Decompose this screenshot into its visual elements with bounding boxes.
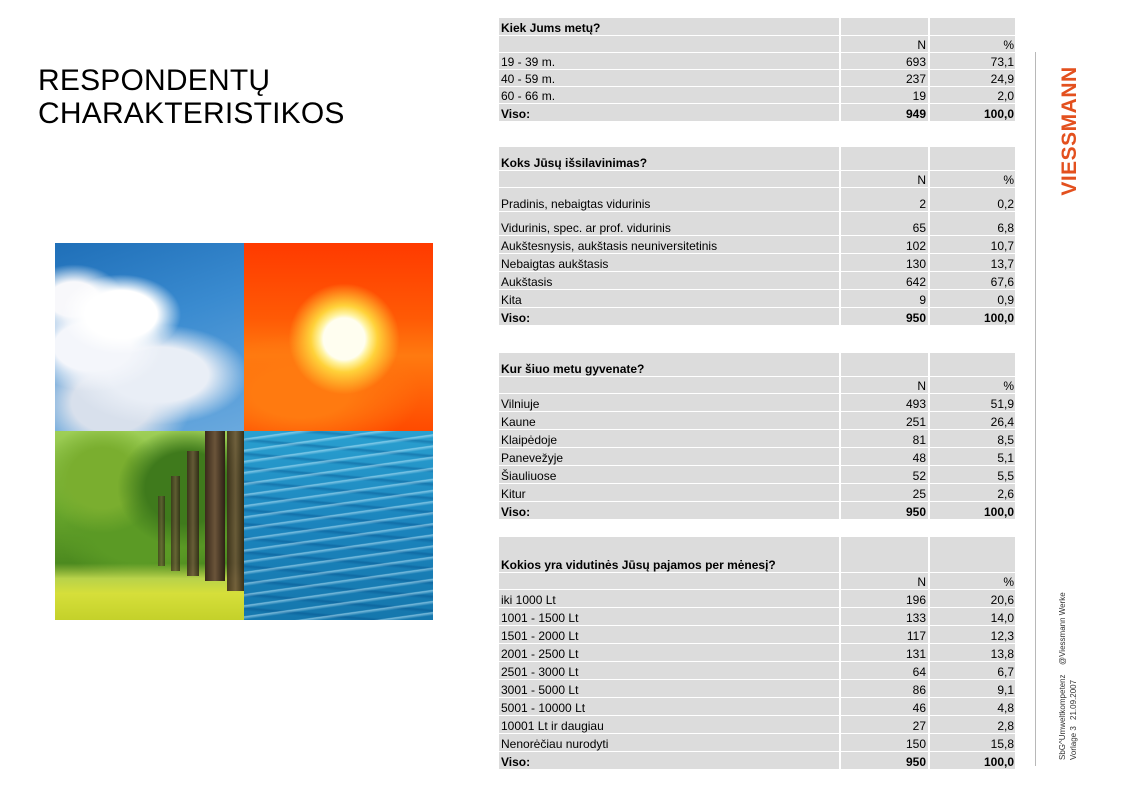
water-image: [244, 431, 433, 620]
cell-n: 64: [912, 665, 926, 679]
cell-label: 5001 - 10000 Lt: [501, 701, 586, 715]
cell-label: Viso:: [501, 505, 531, 519]
table-row: [499, 430, 1015, 447]
cell-pct: 6,7: [997, 665, 1014, 679]
cell-n: [841, 18, 928, 35]
footer-note: [1058, 560, 1088, 760]
cell-label: Koks Jūsų išsilavinimas?: [501, 156, 648, 170]
cell-pct: 14,0: [990, 611, 1014, 625]
cell-pct: 0,9: [997, 293, 1014, 307]
cell-pct: 5,1: [997, 451, 1014, 465]
cell-n: [841, 353, 928, 376]
cell-label: Kiek Jums metų?: [501, 21, 601, 35]
table-row: [499, 290, 1015, 307]
cell-label: [501, 36, 837, 52]
viessmann-logo: [1060, 52, 1080, 210]
cell-label: Kaune: [501, 415, 536, 429]
table-row: [499, 87, 1015, 103]
table-row: [499, 272, 1015, 289]
table-row: [499, 254, 1015, 271]
cell-pct: %: [1003, 38, 1014, 52]
cell-label: 1501 - 2000 Lt: [501, 629, 579, 643]
cell-n: 150: [905, 737, 926, 751]
cell-n: 19: [912, 89, 926, 103]
cell-n: 237: [905, 72, 926, 86]
cell-pct: 15,8: [990, 737, 1014, 751]
cell-label: 2001 - 2500 Lt: [501, 647, 579, 661]
cell-pct: 13,7: [990, 257, 1014, 271]
cell-pct: 100,0: [983, 107, 1014, 121]
footer-line1a: SbG^Umweltkompetenz: [1058, 674, 1067, 760]
cell-n: N: [917, 173, 926, 187]
cell-label: Kur šiuo metu gyvenate?: [501, 362, 645, 376]
cell-label: 1001 - 1500 Lt: [501, 611, 579, 625]
footer-line2a: Vorlage 3: [1069, 726, 1078, 760]
cell-n: 86: [912, 683, 926, 697]
cell-label: iki 1000 Lt: [501, 593, 556, 607]
cell-n: N: [917, 379, 926, 393]
cell-label: 40 - 59 m.: [501, 72, 556, 86]
cell-label: 3001 - 5000 Lt: [501, 683, 579, 697]
page-title: [38, 64, 345, 130]
table-row: [499, 466, 1015, 483]
total-row: [499, 752, 1015, 769]
cell-label: [501, 171, 837, 187]
cell-n: 642: [905, 275, 926, 289]
cell-label: Nebaigtas aukštasis: [501, 257, 609, 271]
cell-pct: 6,8: [997, 221, 1014, 235]
column-header-row: [499, 36, 1015, 52]
cell-pct: 9,1: [997, 683, 1014, 697]
table-row: [499, 734, 1015, 751]
column-header-row: [499, 377, 1015, 393]
cell-n: 693: [905, 55, 926, 69]
cell-n: 950: [905, 311, 926, 325]
cell-n: 52: [912, 469, 926, 483]
cell-label: Pradinis, nebaigtas vidurinis: [501, 197, 651, 211]
table-row: [499, 608, 1015, 625]
cell-pct: [930, 353, 1015, 376]
cell-n: 130: [905, 257, 926, 271]
sun-image: [244, 243, 433, 431]
table-row: [499, 188, 1015, 211]
total-row: [499, 308, 1015, 325]
cell-label: Panevežyje: [501, 451, 564, 465]
cell-n: 102: [905, 239, 926, 253]
cell-pct: 5,5: [997, 469, 1014, 483]
table-row: [499, 394, 1015, 411]
total-row: [499, 502, 1015, 519]
cell-pct: 67,6: [990, 275, 1014, 289]
sky-clouds-image: [55, 243, 244, 431]
cell-label: Kokios yra vidutinės Jūsų pajamos per mėnesį?: [501, 558, 776, 572]
cell-label: Vidurinis, spec. ar prof. vidurinis: [501, 221, 671, 235]
cell-n: 493: [905, 397, 926, 411]
cell-pct: 12,3: [990, 629, 1014, 643]
cell-pct: %: [1003, 173, 1014, 187]
footer-line2b: 21.09.2007: [1069, 679, 1078, 720]
cell-n: 251: [905, 415, 926, 429]
cell-pct: %: [1003, 379, 1014, 393]
cell-label: 19 - 39 m.: [501, 55, 556, 69]
cell-n: 48: [912, 451, 926, 465]
cell-pct: [930, 18, 1015, 35]
table-row: [499, 70, 1015, 86]
cell-pct: 26,4: [990, 415, 1014, 429]
cell-n: 9: [919, 293, 926, 307]
cell-label: Klaipėdoje: [501, 433, 558, 447]
cell-pct: 51,9: [990, 397, 1014, 411]
cell-pct: 24,9: [990, 72, 1014, 86]
cell-n: 65: [912, 221, 926, 235]
table-row: [499, 644, 1015, 661]
table-row: [499, 412, 1015, 429]
cell-n: [841, 537, 928, 572]
cell-pct: 0,2: [997, 197, 1014, 211]
table-row: [499, 662, 1015, 679]
cell-pct: 100,0: [983, 311, 1014, 325]
cell-pct: %: [1003, 575, 1014, 589]
cell-label: Vilniuje: [501, 397, 540, 411]
footer-line1b: @Viessmann Werke: [1058, 592, 1067, 665]
cell-n: 25: [912, 487, 926, 501]
cell-n: [841, 147, 928, 170]
column-header-row: [499, 171, 1015, 187]
table-row: [499, 680, 1015, 697]
cell-n: N: [917, 575, 926, 589]
table-row: [499, 53, 1015, 69]
question-header-row: [499, 147, 1015, 170]
table-row: [499, 626, 1015, 643]
question-header-row: [499, 537, 1015, 572]
cell-n: 133: [905, 611, 926, 625]
seasons-collage: [55, 243, 433, 620]
forest-image: [55, 431, 244, 620]
cell-label: Šiauliuose: [501, 469, 557, 483]
cell-label: 2501 - 3000 Lt: [501, 665, 579, 679]
cell-n: 949: [905, 107, 926, 121]
cell-n: 117: [906, 629, 926, 643]
table-row: [499, 716, 1015, 733]
cell-pct: 2,6: [997, 487, 1014, 501]
cell-n: 950: [905, 505, 926, 519]
cell-pct: 100,0: [983, 755, 1014, 769]
cell-label: Aukštasis: [501, 275, 553, 289]
cell-label: Nenorėčiau nurodyti: [501, 737, 609, 751]
cell-n: 196: [905, 593, 926, 607]
table-row: [499, 698, 1015, 715]
question-header-row: [499, 18, 1015, 35]
cell-label: Viso:: [501, 755, 531, 769]
cell-n: 2: [919, 197, 926, 211]
cell-n: 81: [912, 433, 926, 447]
table-row: [499, 212, 1015, 235]
cell-pct: 73,1: [990, 55, 1014, 69]
cell-pct: 4,8: [997, 701, 1014, 715]
total-row: [499, 104, 1015, 121]
page-title-line2: CHARAKTERISTIKOS: [38, 97, 345, 130]
cell-label: Viso:: [501, 311, 531, 325]
cell-label: Kita: [501, 293, 522, 307]
page-title-line1: RESPONDENTŲ: [38, 64, 271, 97]
cell-label: [501, 377, 837, 393]
cell-n: 950: [905, 755, 926, 769]
cell-pct: 100,0: [983, 505, 1014, 519]
cell-n: 131: [905, 647, 926, 661]
cell-pct: [930, 537, 1015, 572]
cell-pct: 2,8: [997, 719, 1014, 733]
cell-label: Aukštesnysis, aukštasis neuniversitetinis: [501, 239, 718, 253]
cell-n: N: [917, 38, 926, 52]
table-row: [499, 236, 1015, 253]
cell-label: Viso:: [501, 107, 531, 121]
table-row: [499, 484, 1015, 501]
cell-label: 10001 Lt ir daugiau: [501, 719, 604, 733]
cell-label: [501, 573, 837, 589]
table-row: [499, 590, 1015, 607]
cell-label: Kitur: [501, 487, 526, 501]
cell-label: 60 - 66 m.: [501, 89, 556, 103]
column-header-row: [499, 573, 1015, 589]
cell-pct: 20,6: [990, 593, 1014, 607]
cell-pct: 13,8: [990, 647, 1014, 661]
vertical-divider: [1035, 52, 1036, 766]
cell-pct: 2,0: [997, 89, 1014, 103]
viessmann-logo-text: VIESSMANN: [1058, 66, 1081, 196]
cell-n: 46: [912, 701, 926, 715]
table-row: [499, 448, 1015, 465]
cell-pct: 10,7: [990, 239, 1014, 253]
cell-pct: 8,5: [997, 433, 1014, 447]
cell-n: 27: [912, 719, 926, 733]
cell-pct: [930, 147, 1015, 170]
question-header-row: [499, 353, 1015, 376]
